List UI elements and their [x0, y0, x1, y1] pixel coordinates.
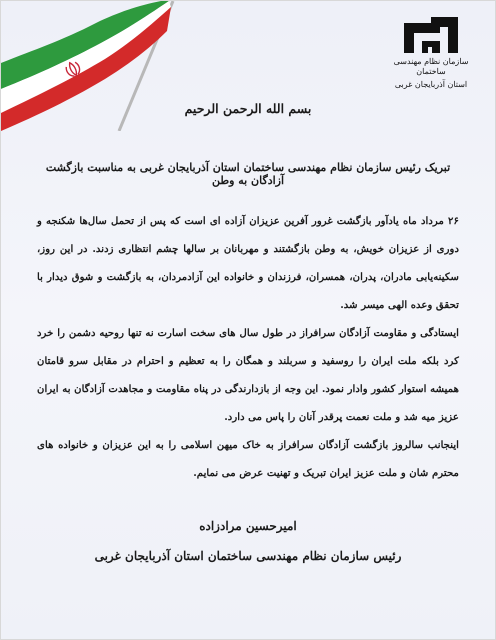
paragraph: ایستادگی و مقاومت آزادگان سرافراز در طول سال های سخت اسارت نه تنها روحیه دشمن را خرد کرد بلکه ملت ایران را روسفید و سربلند و همگان را به تعظیم و احترام در مقابل سرو قامتان همیشه استوار کشور وادار نمود. این وجه از بازدارندگی در پناه مقاومت و مجاهدت آزادگان به ایران عزیز میه شد و ملت نعمت پرقدر آنان را پاس می دارد. [37, 327, 459, 423]
letter-body [37, 207, 459, 487]
paragraph: اینجانب سالروز بازگشت آزادگان سرافراز به خاک میهن اسلامی را به این عزیزان و خانواده های محترم شان و ملت عزیز ایران تبریک و تهنیت عرض می نمایم. [37, 439, 459, 479]
signature-title: رئیس سازمان نظام مهندسی ساختمان استان آذربایجان غربی [94, 549, 402, 563]
letter-heading: تبریک رئیس سازمان نظام مهندسی ساختمان استان آذربایجان غربی به مناسبت بازگشت آزادگان به وطن [45, 161, 451, 187]
signature-name: امیرحسین مرادزاده [199, 519, 297, 533]
paragraph: ۲۶ مرداد ماه یادآور بازگشت غرور آفرین عزیزان آزاده ای است که پس از تحمل سال‌ها شکنجه و دوری از عزیزان خویش، به وطن بازگشتند و مهربانان بر سالها چشم انتظاری زدند. در این روز، سکینه‌یابی مادران، پدران، همسران، فرزندان و خانواده این آزادمردان، به بازگشت و شوق دیدار با تحقق وعده الهی میسر شد. [37, 215, 459, 311]
logo-text-line2: استان آذربایجان غربی [394, 79, 468, 89]
logo-text-line1: سازمان نظام مهندسی ساختمان [393, 57, 469, 77]
organization-logo [391, 15, 471, 90]
nezam-mohandesi-logo-icon [402, 15, 460, 55]
bismillah: بسم الله الرحمن الرحیم [184, 101, 312, 116]
